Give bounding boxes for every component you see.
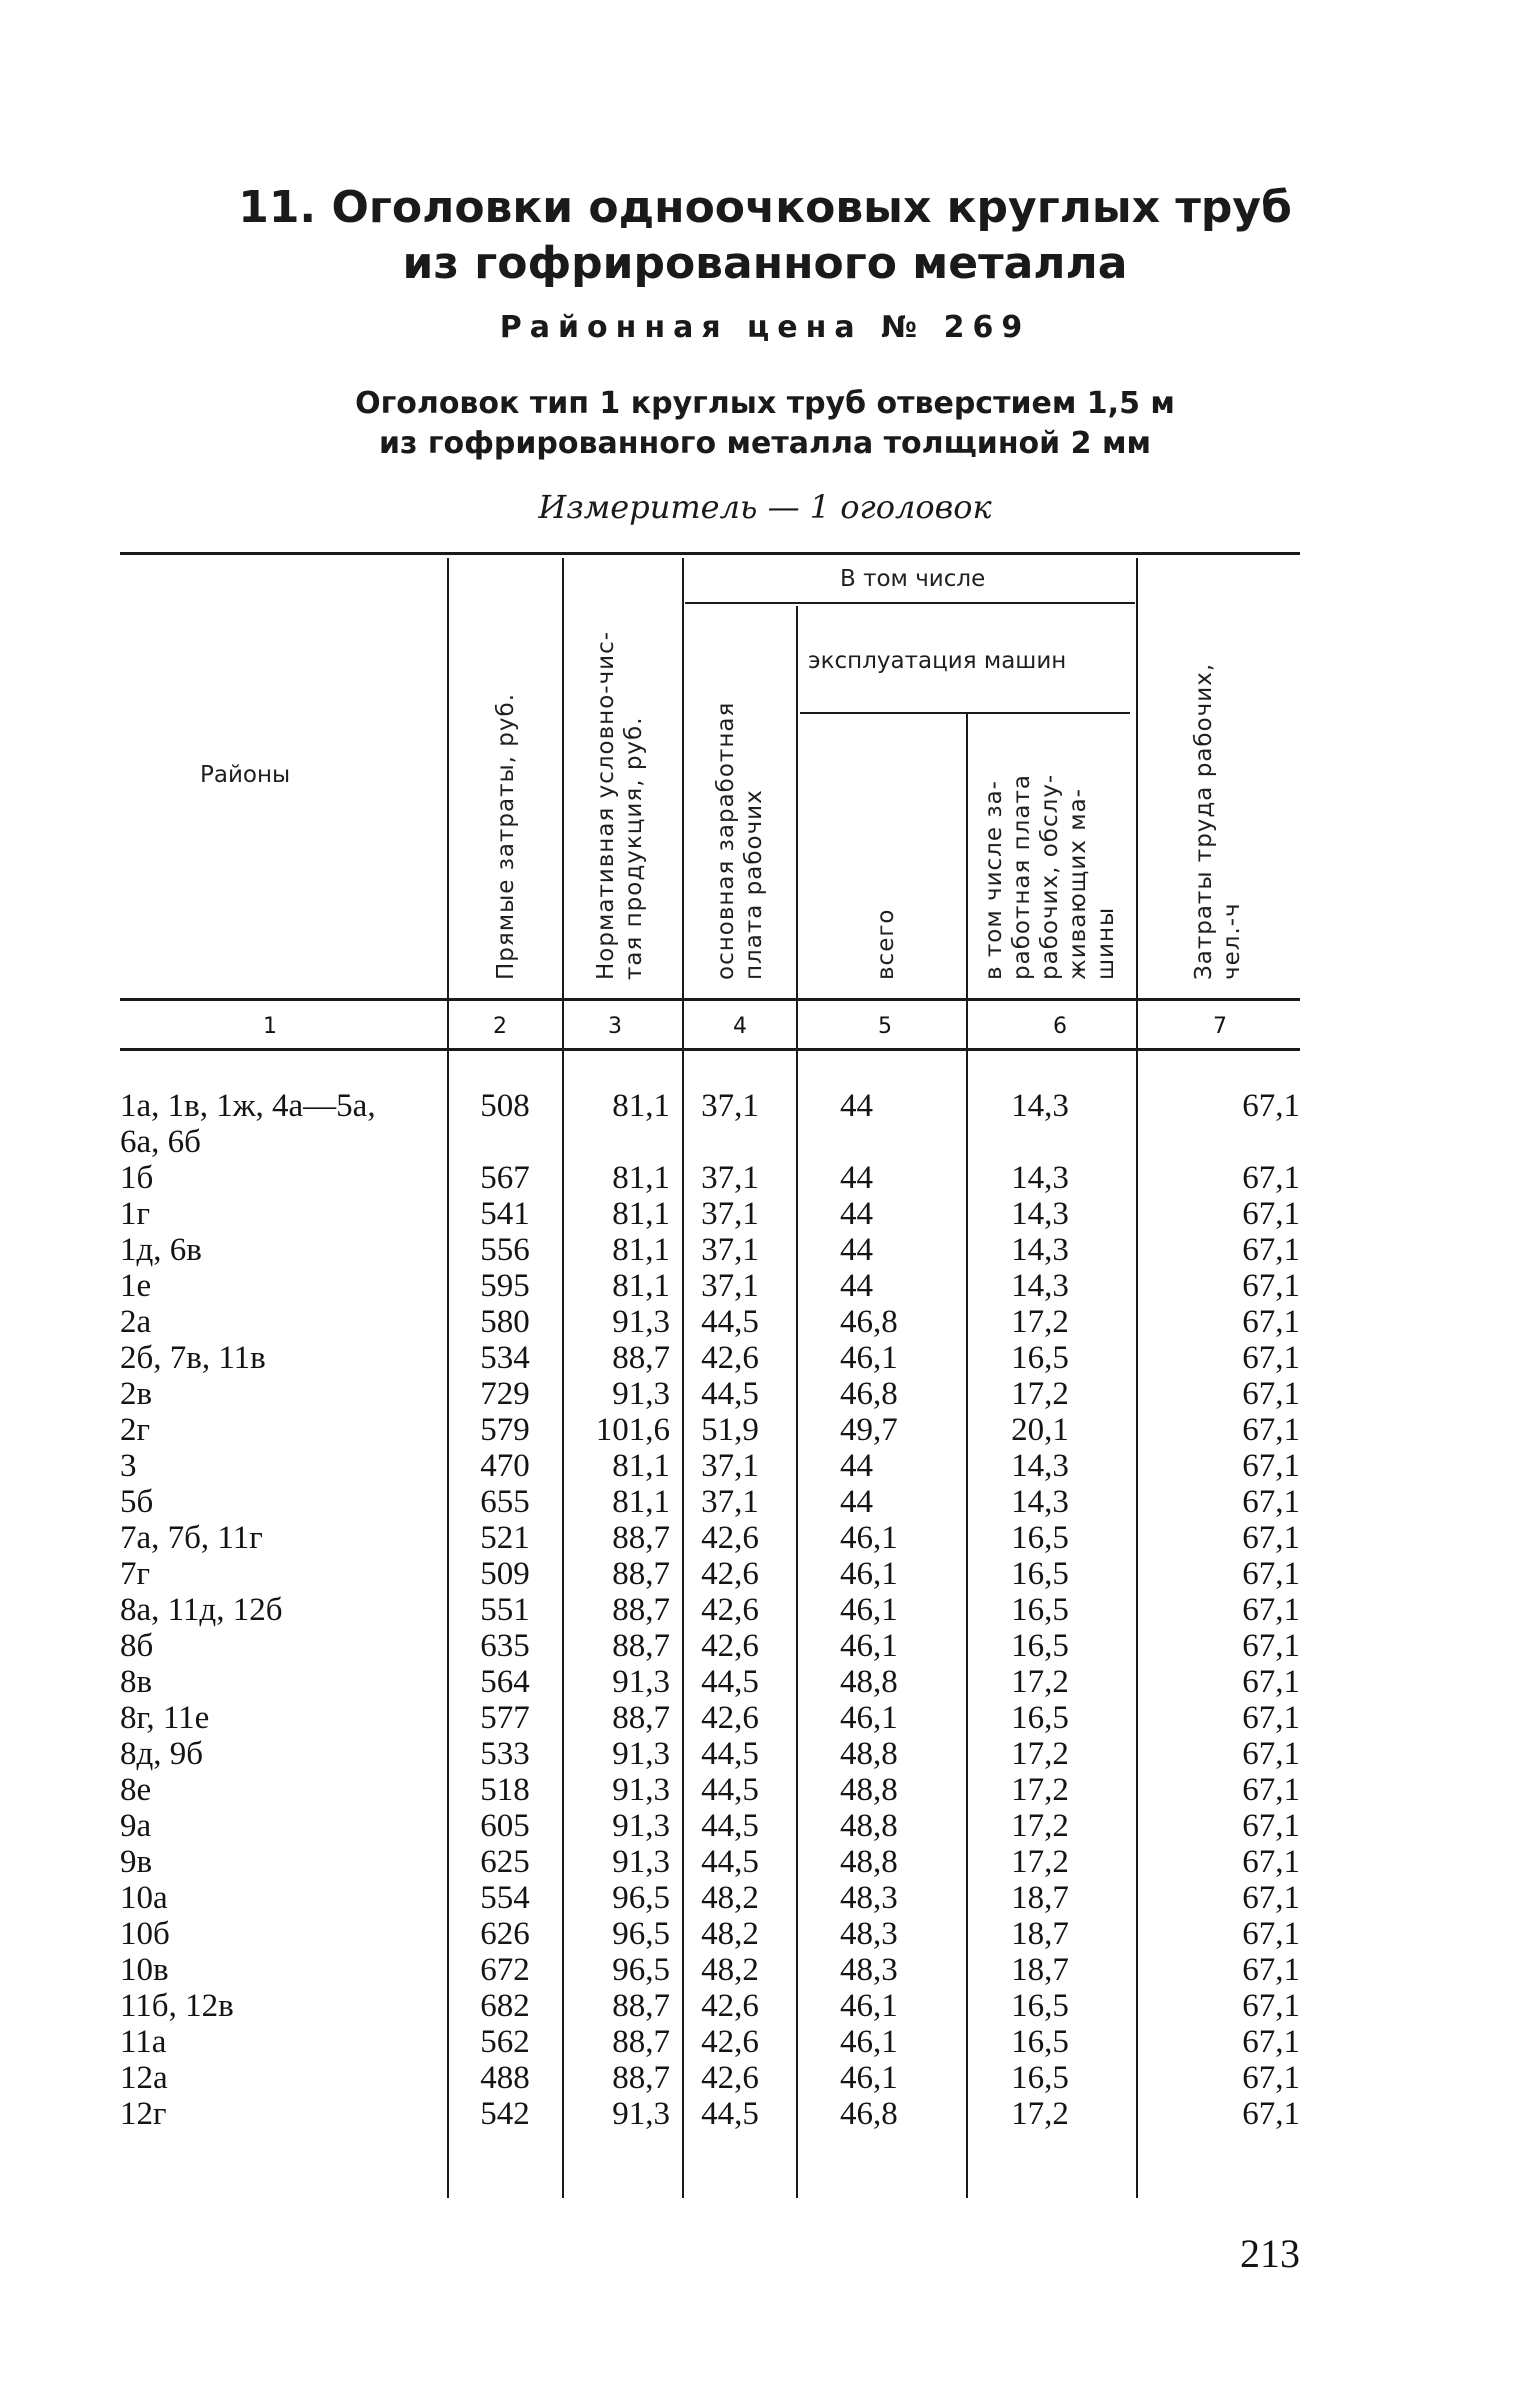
normative-cell: 88,7 (612, 1628, 670, 1664)
machine-total-cell: 46,1 (840, 1988, 898, 2024)
basic-wage-cell: 44,5 (701, 1304, 759, 1340)
direct-costs-cell: 488 (480, 2060, 530, 2096)
table-row (0, 1772, 1530, 1808)
labor-cell: 67,1 (1242, 1988, 1300, 2024)
normative-cell: 88,7 (612, 1700, 670, 1736)
machine-total-cell: 44 (840, 1160, 873, 1196)
machine-wage-cell: 14,3 (1011, 1196, 1069, 1232)
table-row (0, 1484, 1530, 1520)
direct-costs-cell: 580 (480, 1304, 530, 1340)
table-row (0, 1448, 1530, 1484)
direct-costs-cell: 509 (480, 1556, 530, 1592)
normative-cell: 88,7 (612, 2060, 670, 2096)
normative-cell: 91,3 (612, 2096, 670, 2132)
column-number-rule (120, 1048, 1300, 1051)
machine-wage-cell: 16,5 (1011, 1592, 1069, 1628)
direct-costs-cell: 508 (480, 1088, 530, 1124)
machine-wage-cell: 17,2 (1011, 1808, 1069, 1844)
machine-wage-cell: 16,5 (1011, 2024, 1069, 2060)
region-cell: 11б, 12в (120, 1988, 234, 2024)
labor-cell: 67,1 (1242, 1628, 1300, 1664)
header-rule (120, 998, 1300, 1001)
machine-wage-cell: 17,2 (1011, 2096, 1069, 2132)
region-cell: 2б, 7в, 11в (120, 1340, 266, 1376)
basic-wage-cell: 48,2 (701, 1916, 759, 1952)
header-normative: Нормативная условно-чис- тая продукция, руб. (593, 630, 647, 980)
header-direct-costs: Прямые затраты, руб. (493, 692, 519, 980)
measure-unit: Измеритель — 1 оголовок (538, 488, 992, 526)
colnum-4: 4 (733, 1014, 747, 1039)
labor-cell: 67,1 (1242, 1916, 1300, 1952)
direct-costs-cell: 533 (480, 1736, 530, 1772)
basic-wage-cell: 42,6 (701, 1700, 759, 1736)
table-row (0, 1088, 1530, 1124)
basic-wage-cell: 42,6 (701, 1520, 759, 1556)
direct-costs-cell: 534 (480, 1340, 530, 1376)
labor-cell: 67,1 (1242, 1520, 1300, 1556)
labor-cell: 67,1 (1242, 1736, 1300, 1772)
basic-wage-cell: 42,6 (701, 1340, 759, 1376)
page-number: 213 (1240, 2231, 1300, 2276)
region-cell: 11а (120, 2024, 167, 2060)
subtitle-line1: Оголовок тип 1 круглых труб отверстием 1,5 м (355, 386, 1175, 421)
normative-cell: 91,3 (612, 1304, 670, 1340)
basic-wage-cell: 42,6 (701, 1988, 759, 2024)
table-row (0, 1412, 1530, 1448)
machine-wage-cell: 14,3 (1011, 1268, 1069, 1304)
including-rule (685, 602, 1135, 604)
machine-total-cell: 49,7 (840, 1412, 898, 1448)
machine-wage-cell: 17,2 (1011, 1304, 1069, 1340)
table-row (0, 1376, 1530, 1412)
normative-cell: 88,7 (612, 1340, 670, 1376)
section-title-line1: 11. Оголовки одноочковых круглых труб (238, 182, 1292, 233)
machine-total-cell: 48,8 (840, 1808, 898, 1844)
normative-cell: 96,5 (612, 1916, 670, 1952)
direct-costs-cell: 521 (480, 1520, 530, 1556)
machine-total-cell: 46,8 (840, 2096, 898, 2132)
region-cell: 1д, 6в (120, 1232, 202, 1268)
normative-cell: 88,7 (612, 1520, 670, 1556)
region-cell: 6а, 6б (120, 1124, 201, 1160)
normative-cell: 91,3 (612, 1736, 670, 1772)
subtitle (0, 384, 1530, 464)
labor-cell: 67,1 (1242, 1268, 1300, 1304)
machine-wage-cell: 16,5 (1011, 1340, 1069, 1376)
colnum-3: 3 (608, 1014, 622, 1039)
region-cell: 10а (120, 1880, 168, 1916)
basic-wage-cell: 44,5 (701, 1376, 759, 1412)
direct-costs-cell: 470 (480, 1448, 530, 1484)
normative-cell: 91,3 (612, 1844, 670, 1880)
basic-wage-cell: 37,1 (701, 1160, 759, 1196)
basic-wage-cell: 37,1 (701, 1448, 759, 1484)
machine-total-cell: 48,8 (840, 1664, 898, 1700)
direct-costs-cell: 562 (480, 2024, 530, 2060)
labor-cell: 67,1 (1242, 1412, 1300, 1448)
header-basic-wage: основная заработная плата рабочих (713, 701, 767, 980)
machine-wage-cell: 17,2 (1011, 1376, 1069, 1412)
labor-cell: 67,1 (1242, 1808, 1300, 1844)
direct-costs-cell: 682 (480, 1988, 530, 2024)
region-cell: 1г (120, 1196, 151, 1232)
direct-costs-cell: 564 (480, 1664, 530, 1700)
region-cell: 2а (120, 1304, 152, 1340)
region-cell: 12г (120, 2096, 167, 2132)
machine-total-cell: 44 (840, 1268, 873, 1304)
colnum-7: 7 (1213, 1014, 1227, 1039)
labor-cell: 67,1 (1242, 1556, 1300, 1592)
header-regions: Районы (200, 762, 291, 788)
basic-wage-cell: 42,6 (701, 1592, 759, 1628)
basic-wage-cell: 42,6 (701, 1628, 759, 1664)
labor-cell: 67,1 (1242, 1304, 1300, 1340)
machine-total-cell: 46,1 (840, 2060, 898, 2096)
section-title (0, 180, 1530, 292)
normative-cell: 88,7 (612, 1556, 670, 1592)
machine-total-cell: 46,1 (840, 1556, 898, 1592)
region-cell: 7а, 7б, 11г (120, 1520, 263, 1556)
normative-cell: 81,1 (612, 1448, 670, 1484)
labor-cell: 67,1 (1242, 1664, 1300, 1700)
normative-cell: 91,3 (612, 1772, 670, 1808)
labor-cell: 67,1 (1242, 1700, 1300, 1736)
region-cell: 8в (120, 1664, 153, 1700)
table-row (0, 1124, 1530, 1160)
region-cell: 2в (120, 1376, 153, 1412)
region-cell: 12а (120, 2060, 168, 2096)
machine-total-cell: 48,8 (840, 1736, 898, 1772)
table-row (0, 1736, 1530, 1772)
labor-cell: 67,1 (1242, 1196, 1300, 1232)
machine-wage-cell: 16,5 (1011, 1556, 1069, 1592)
normative-cell: 91,3 (612, 1808, 670, 1844)
machine-wage-cell: 17,2 (1011, 1736, 1069, 1772)
labor-cell: 67,1 (1242, 1844, 1300, 1880)
direct-costs-cell: 626 (480, 1916, 530, 1952)
table-row (0, 2024, 1530, 2060)
table-row (0, 1952, 1530, 1988)
basic-wage-cell: 37,1 (701, 1232, 759, 1268)
machine-wage-cell: 14,3 (1011, 1232, 1069, 1268)
table-row (0, 1628, 1530, 1664)
labor-cell: 67,1 (1242, 1484, 1300, 1520)
machine-total-cell: 48,8 (840, 1772, 898, 1808)
header-labor: Затраты труда рабочих, чел.-ч (1191, 662, 1245, 980)
basic-wage-cell: 44,5 (701, 1664, 759, 1700)
machine-wage-cell: 18,7 (1011, 1952, 1069, 1988)
table-row (0, 1988, 1530, 2024)
machine-wage-cell: 18,7 (1011, 1916, 1069, 1952)
machine-wage-cell: 16,5 (1011, 2060, 1069, 2096)
machine-total-cell: 46,1 (840, 1520, 898, 1556)
normative-cell: 96,5 (612, 1952, 670, 1988)
table-row (0, 1304, 1530, 1340)
normative-cell: 81,1 (612, 1160, 670, 1196)
table-row (0, 1196, 1530, 1232)
basic-wage-cell: 37,1 (701, 1484, 759, 1520)
machine-wage-cell: 17,2 (1011, 1844, 1069, 1880)
section-title-line2: из гофрированного металла (402, 238, 1128, 289)
basic-wage-cell: 44,5 (701, 2096, 759, 2132)
labor-cell: 67,1 (1242, 1088, 1300, 1124)
labor-cell: 67,1 (1242, 2024, 1300, 2060)
region-cell: 1е (120, 1268, 152, 1304)
region-cell: 5б (120, 1484, 154, 1520)
machine-wage-cell: 14,3 (1011, 1160, 1069, 1196)
labor-cell: 67,1 (1242, 2060, 1300, 2096)
direct-costs-cell: 729 (480, 1376, 530, 1412)
normative-cell: 81,1 (612, 1232, 670, 1268)
direct-costs-cell: 554 (480, 1880, 530, 1916)
direct-costs-cell: 655 (480, 1484, 530, 1520)
subtitle-line2: из гофрированного металла толщиной 2 мм (378, 426, 1151, 461)
machine-wage-cell: 14,3 (1011, 1448, 1069, 1484)
basic-wage-cell: 42,6 (701, 2024, 759, 2060)
labor-cell: 67,1 (1242, 1232, 1300, 1268)
region-cell: 1а, 1в, 1ж, 4а—5а, (120, 1088, 376, 1124)
machine-total-cell: 46,1 (840, 1592, 898, 1628)
region-cell: 9а (120, 1808, 152, 1844)
machine-wage-cell: 16,5 (1011, 1988, 1069, 2024)
normative-cell: 88,7 (612, 2024, 670, 2060)
labor-cell: 67,1 (1242, 1772, 1300, 1808)
machine-wage-cell: 20,1 (1011, 1412, 1069, 1448)
basic-wage-cell: 37,1 (701, 1088, 759, 1124)
machine-total-cell: 46,8 (840, 1376, 898, 1412)
table-row (0, 1916, 1530, 1952)
normative-cell: 88,7 (612, 1592, 670, 1628)
machine-total-cell: 48,8 (840, 1844, 898, 1880)
table-row (0, 1232, 1530, 1268)
region-cell: 1б (120, 1160, 154, 1196)
labor-cell: 67,1 (1242, 1340, 1300, 1376)
machine-wage-cell: 16,5 (1011, 1520, 1069, 1556)
basic-wage-cell: 51,9 (701, 1412, 759, 1448)
machine-total-cell: 46,8 (840, 1304, 898, 1340)
basic-wage-cell: 44,5 (701, 1844, 759, 1880)
machine-wage-cell: 14,3 (1011, 1484, 1069, 1520)
direct-costs-cell: 672 (480, 1952, 530, 1988)
table-row (0, 1268, 1530, 1304)
normative-cell: 81,1 (612, 1088, 670, 1124)
machine-rule (800, 712, 1130, 714)
price-label: Районная цена № 269 (499, 310, 1031, 345)
machine-wage-cell: 14,3 (1011, 1088, 1069, 1124)
region-cell: 10в (120, 1952, 169, 1988)
basic-wage-cell: 37,1 (701, 1196, 759, 1232)
labor-cell: 67,1 (1242, 1592, 1300, 1628)
table-row (0, 1160, 1530, 1196)
basic-wage-cell: 48,2 (701, 1952, 759, 1988)
region-cell: 2г (120, 1412, 151, 1448)
normative-cell: 96,5 (612, 1880, 670, 1916)
normative-cell: 91,3 (612, 1664, 670, 1700)
normative-cell: 81,1 (612, 1196, 670, 1232)
header-incl-wage: в том числе за- работная плата рабочих, обслу- живающих ма- шины (981, 773, 1119, 980)
direct-costs-cell: 625 (480, 1844, 530, 1880)
region-cell: 10б (120, 1916, 170, 1952)
normative-cell: 101,6 (595, 1412, 670, 1448)
machine-total-cell: 44 (840, 1232, 873, 1268)
basic-wage-cell: 42,6 (701, 2060, 759, 2096)
region-cell: 3 (120, 1448, 137, 1484)
labor-cell: 67,1 (1242, 1448, 1300, 1484)
table-row (0, 2096, 1530, 2132)
table-row (0, 1340, 1530, 1376)
labor-cell: 67,1 (1242, 2096, 1300, 2132)
direct-costs-cell: 577 (480, 1700, 530, 1736)
direct-costs-cell: 605 (480, 1808, 530, 1844)
basic-wage-cell: 48,2 (701, 1880, 759, 1916)
machine-total-cell: 46,1 (840, 2024, 898, 2060)
table-row (0, 1556, 1530, 1592)
region-cell: 8б (120, 1628, 154, 1664)
region-cell: 8а, 11д, 12б (120, 1592, 283, 1628)
machine-total-cell: 46,1 (840, 1340, 898, 1376)
colnum-5: 5 (878, 1014, 892, 1039)
machine-wage-cell: 17,2 (1011, 1772, 1069, 1808)
labor-cell: 67,1 (1242, 1880, 1300, 1916)
table-top-rule (120, 552, 1300, 555)
machine-wage-cell: 16,5 (1011, 1628, 1069, 1664)
basic-wage-cell: 44,5 (701, 1736, 759, 1772)
normative-cell: 88,7 (612, 1988, 670, 2024)
table-row (0, 1844, 1530, 1880)
header-total: всего (873, 908, 899, 980)
colnum-1: 1 (263, 1014, 277, 1039)
machine-total-cell: 44 (840, 1196, 873, 1232)
colnum-6: 6 (1053, 1014, 1067, 1039)
colnum-2: 2 (493, 1014, 507, 1039)
basic-wage-cell: 44,5 (701, 1808, 759, 1844)
direct-costs-cell: 542 (480, 2096, 530, 2132)
basic-wage-cell: 37,1 (701, 1268, 759, 1304)
region-cell: 8г, 11е (120, 1700, 210, 1736)
labor-cell: 67,1 (1242, 1160, 1300, 1196)
normative-cell: 81,1 (612, 1484, 670, 1520)
header-machine-operation: эксплуатация машин (808, 648, 1067, 674)
header-including: В том числе (840, 566, 986, 592)
machine-total-cell: 48,3 (840, 1880, 898, 1916)
machine-total-cell: 44 (840, 1088, 873, 1124)
table-row (0, 1808, 1530, 1844)
normative-cell: 81,1 (612, 1268, 670, 1304)
table-row (0, 1880, 1530, 1916)
direct-costs-cell: 635 (480, 1628, 530, 1664)
machine-total-cell: 46,1 (840, 1700, 898, 1736)
direct-costs-cell: 579 (480, 1412, 530, 1448)
table-row (0, 2060, 1530, 2096)
region-cell: 8д, 9б (120, 1736, 204, 1772)
machine-wage-cell: 17,2 (1011, 1664, 1069, 1700)
direct-costs-cell: 595 (480, 1268, 530, 1304)
machine-total-cell: 46,1 (840, 1628, 898, 1664)
basic-wage-cell: 44,5 (701, 1772, 759, 1808)
table-row (0, 1592, 1530, 1628)
machine-wage-cell: 18,7 (1011, 1880, 1069, 1916)
region-cell: 8е (120, 1772, 152, 1808)
machine-wage-cell: 16,5 (1011, 1700, 1069, 1736)
machine-total-cell: 44 (840, 1448, 873, 1484)
direct-costs-cell: 567 (480, 1160, 530, 1196)
direct-costs-cell: 518 (480, 1772, 530, 1808)
direct-costs-cell: 551 (480, 1592, 530, 1628)
table-row (0, 1700, 1530, 1736)
labor-cell: 67,1 (1242, 1952, 1300, 1988)
table-row (0, 1664, 1530, 1700)
table-row (0, 1520, 1530, 1556)
region-cell: 7г (120, 1556, 151, 1592)
direct-costs-cell: 556 (480, 1232, 530, 1268)
labor-cell: 67,1 (1242, 1376, 1300, 1412)
machine-total-cell: 48,3 (840, 1916, 898, 1952)
region-cell: 9в (120, 1844, 153, 1880)
direct-costs-cell: 541 (480, 1196, 530, 1232)
machine-total-cell: 44 (840, 1484, 873, 1520)
machine-total-cell: 48,3 (840, 1952, 898, 1988)
basic-wage-cell: 42,6 (701, 1556, 759, 1592)
normative-cell: 91,3 (612, 1376, 670, 1412)
